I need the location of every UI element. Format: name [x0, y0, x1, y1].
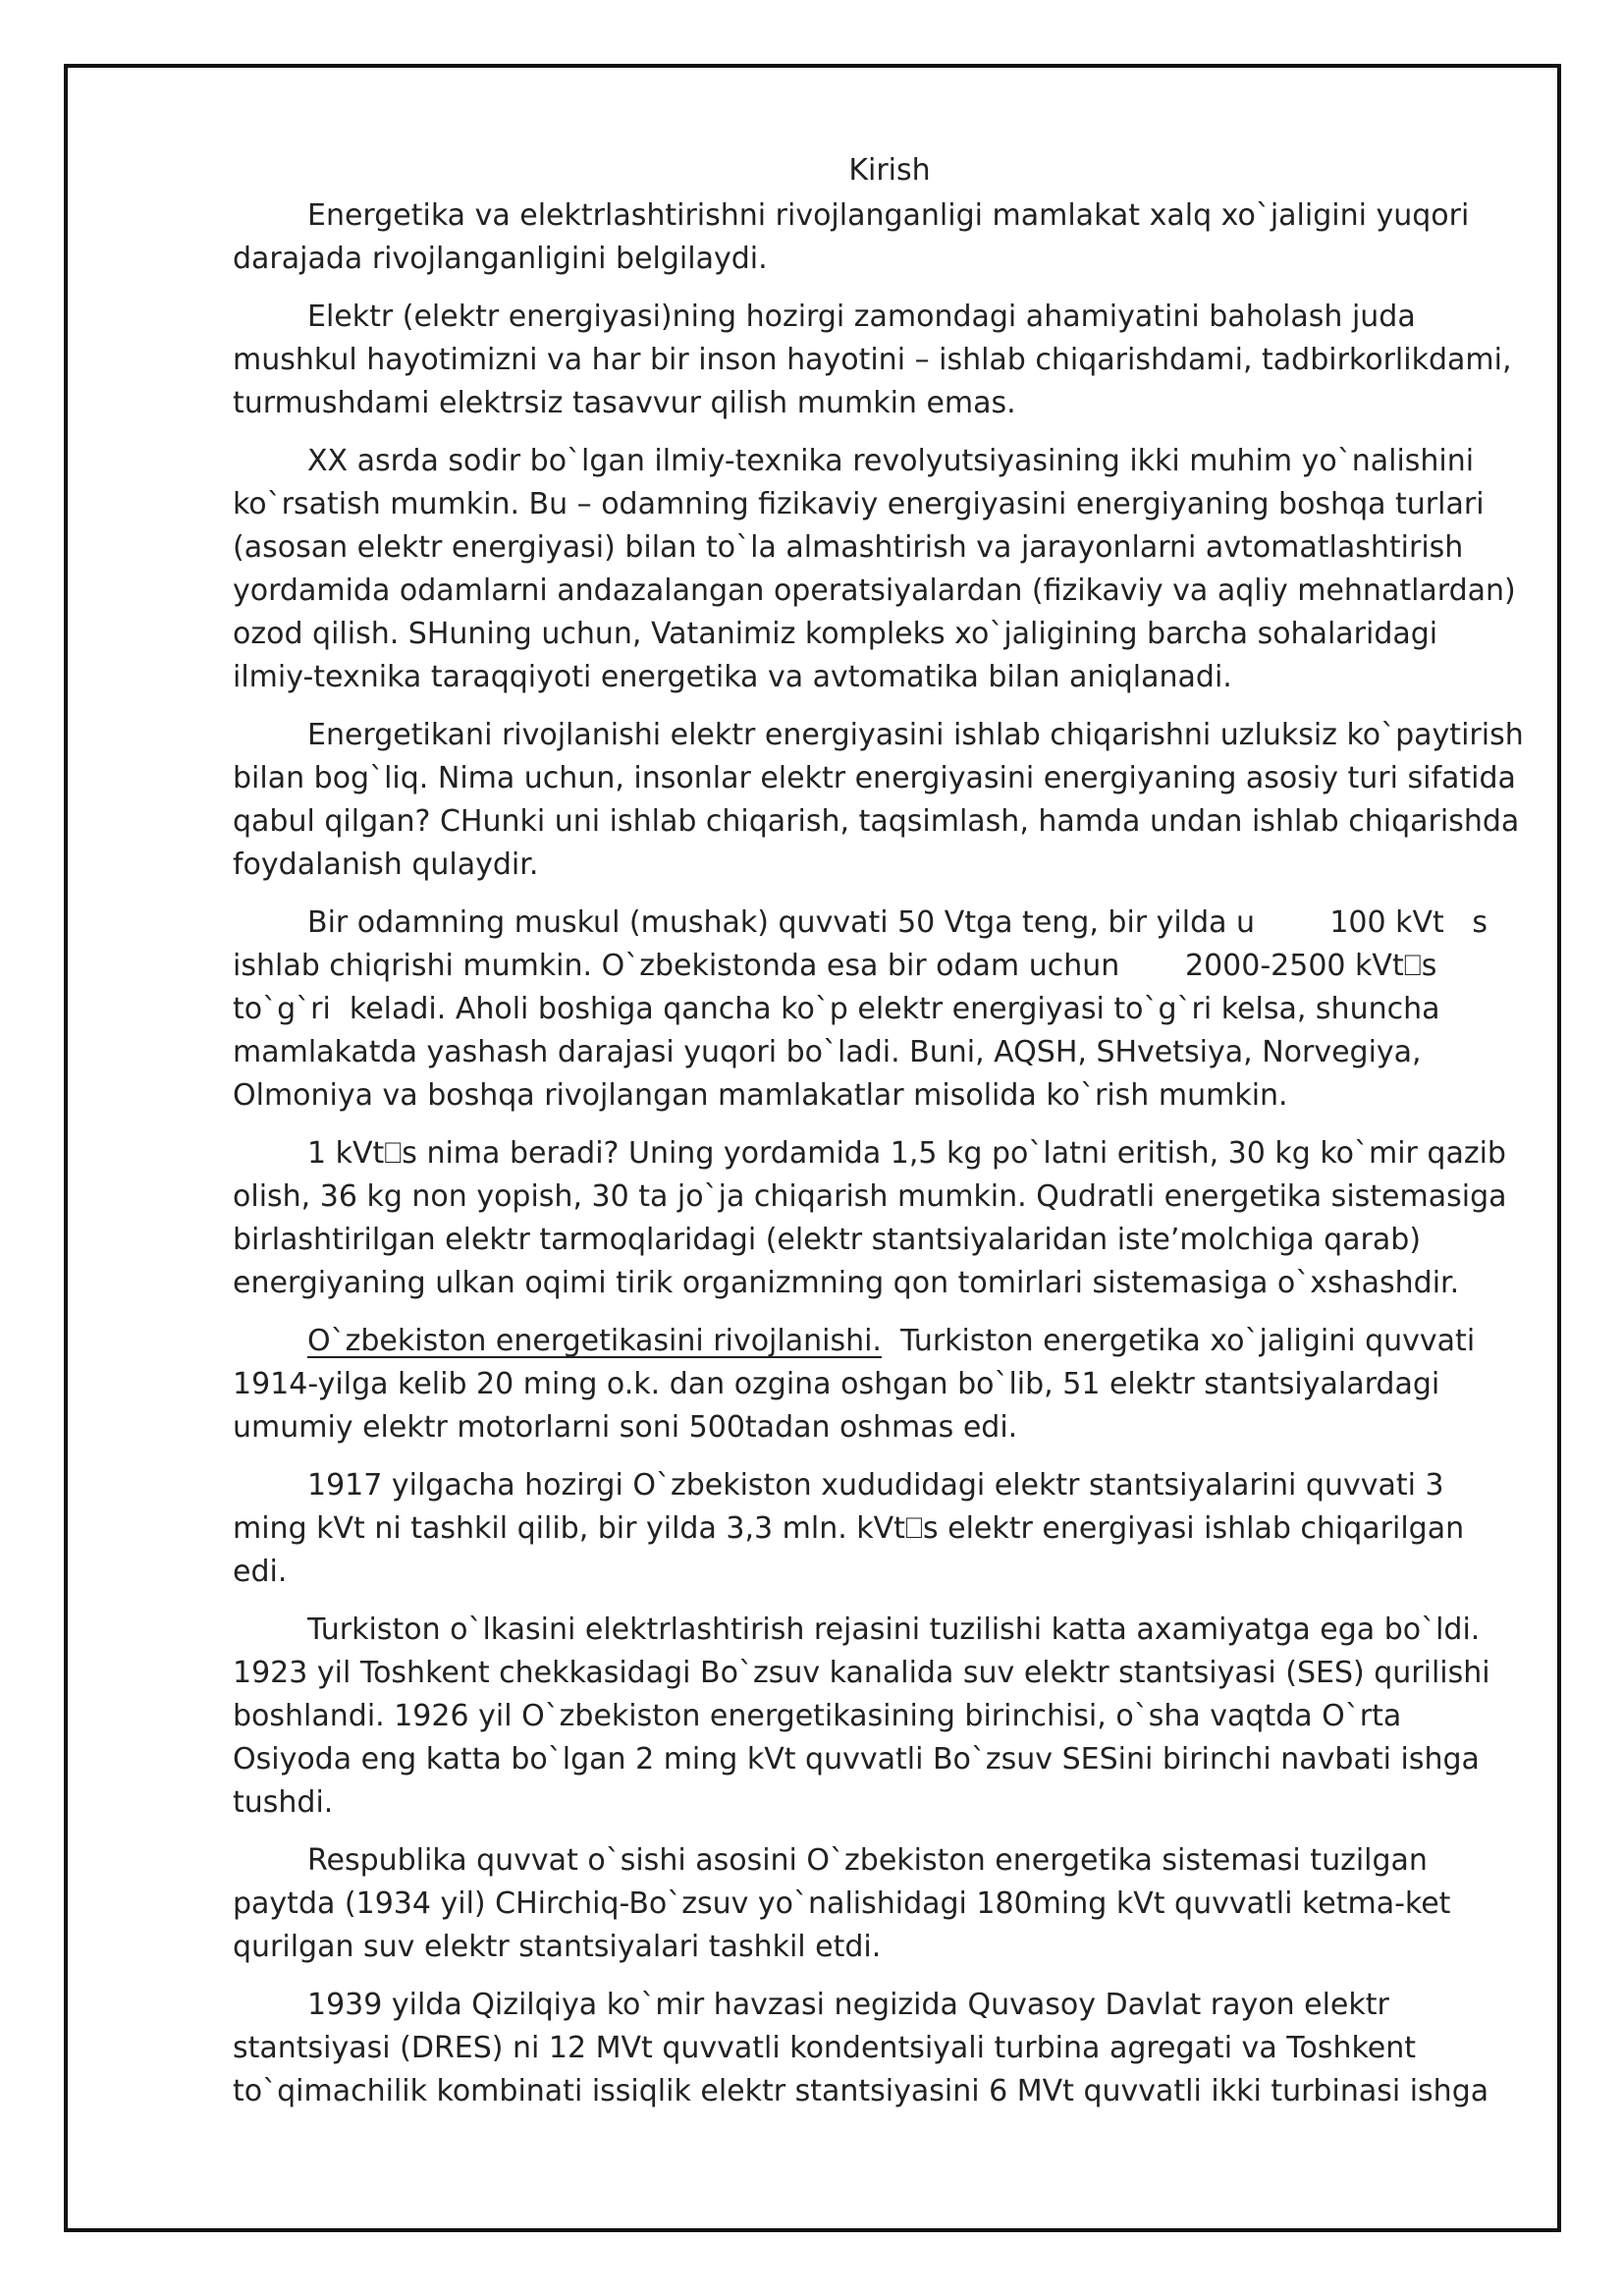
paragraph-5: Bir odamning muskul (mushak) quvvati 50 Vtga teng, bir yilda u 100 kVt s ishlab chiqrishi mumkin. O`zbekistonda esa bir odam uchun 2000-2500 kVt⎕s to`g`ri keladi. Aholi boshiga qancha ko`p elektr energiyasi to`g`ri kelsa, shuncha mamlakatda yashash darajasi yuqori bo`ladi. Buni, AQSH, SHvetsiya, Norvegiya, Olmoniya va boshqa rivojlangan mamlakatlar misolida ko`rish mumkin.	[233, 905, 1497, 1113]
paragraph-1: Energetika va elektrlashtirishni rivojlanganligi mamlakat xalq xo`jaligini yuqori darajada rivojlanganligini belgilaydi.	[233, 198, 1470, 276]
paragraph-9: Turkiston o`lkasini elektrlashtirish rejasini tuzilishi katta axamiyatga ega bo`ldi. 1923 yil Toshkent chekkasidagi Bo`zsuv kanalida suv elektr stantsiyasi (SES) qurilishi boshlandi. 1926 yil O`zbekiston energetikasining birinchisi, o`sha vaqtda O`rta Osiyoda eng katta bo`lgan 2 ming kVt quvvatli Bo`zsuv SESini birinchi navbati ishga tushdi.	[233, 1613, 1490, 1820]
paragraph-11: 1939 yilda Qizilqiya ko`mir havzasi negizida Quvasoy Davlat rayon elektr stantsiyasi (DRES) ni 12 MVt quvvatli kondentsiyali turbina agregati va Toshkent to`qimachilik kombinati issiqlik elektr stantsiyasini 6 MVt quvvatli ikki turbinasi ishga	[233, 1988, 1489, 2108]
paragraph-10: Respublika quvvat o`sishi asosini O`zbekiston energetika sistemasi tuzilgan paytda (1934 yil) CHirchiq-Bo`zsuv yo`nalishidagi 180ming kVt quvvatli ketma-ket qurilgan suv elektr stantsiyalari tashkil etdi.	[233, 1843, 1451, 1964]
section-heading: O`zbekiston energetikasini rivojlanishi.	[307, 1324, 882, 1358]
paragraph-7-text: Turkiston energetika xo`jaligini quvvati 1914-yilga kelib 20 ming o.k. dan ozgina oshgan bo`lib, 51 elektr stantsiyalardagi umumiy elektr motorlarni soni 500tadan oshmas edi.	[233, 1324, 1485, 1445]
document-title: Kirish	[848, 153, 931, 188]
document-body	[233, 149, 1527, 2113]
paragraph-2: Elektr (elektr energiyasi)ning hozirgi zamondagi ahamiyatini baholash juda mushkul hayotimizni va har bir inson hayotini – ishlab chiqarishdami, tadbirkorlikdami, turmushdami elektrsiz tasavvur qilish mumkin emas.	[233, 300, 1512, 420]
paragraph-8: 1917 yilgacha hozirgi O`zbekiston xududidagi elektr stantsiyalarini quvvati 3 ming kVt ni tashkil qilib, bir yilda 3,3 mln. kVt⎕s elektr energiyasi ishlab chiqarilgan edi.	[233, 1468, 1465, 1589]
paragraph-7	[233, 1320, 1527, 1449]
paragraph-4: Energetikani rivojlanishi elektr energiyasini ishlab chiqarishni uzluksiz ko`paytirish bilan bog`liq. Nima uchun, insonlar elektr energiyasini energiyaning asosiy turi sifatida qabul qilgan? CHunki uni ishlab chiqarish, taqsimlash, hamda undan ishlab chiqarishda foydalanish qulaydir.	[233, 718, 1524, 882]
paragraph-6: 1 kVt⎕s nima beradi? Uning yordamida 1,5 kg po`latni eritish, 30 kg ko`mir qazib olish, 36 kg non yopish, 30 ta jo`ja chiqarish mumkin. Qudratli energetika sistemasiga birlashtirilgan elektr tarmoqlaridagi (elektr stantsiyalaridan iste’molchiga qarab) energiyaning ulkan oqimi tirik organizmning qon tomirlari sistemasiga o`xshashdir.	[233, 1136, 1507, 1300]
paragraph-3: XX asrda sodir bo`lgan ilmiy-texnika revolyutsiyasining ikki muhim yo`nalishini ko`rsatish mumkin. Bu – odamning fizikaviy energiyasini energiyaning boshqa turlari (asosan elektr energiyasi) bilan to`la almashtirish va jarayonlarni avtomatlashtirish yordamida odamlarni andazalangan operatsiyalardan (fizikaviy va aqliy mehnatlardan) ozod qilish. SHuning uchun, Vatanimiz kompleks xo`jaligining barcha sohalaridagi ilmiy-texnika taraqqiyoti energetika va avtomatika bilan aniqlanadi.	[233, 444, 1516, 694]
